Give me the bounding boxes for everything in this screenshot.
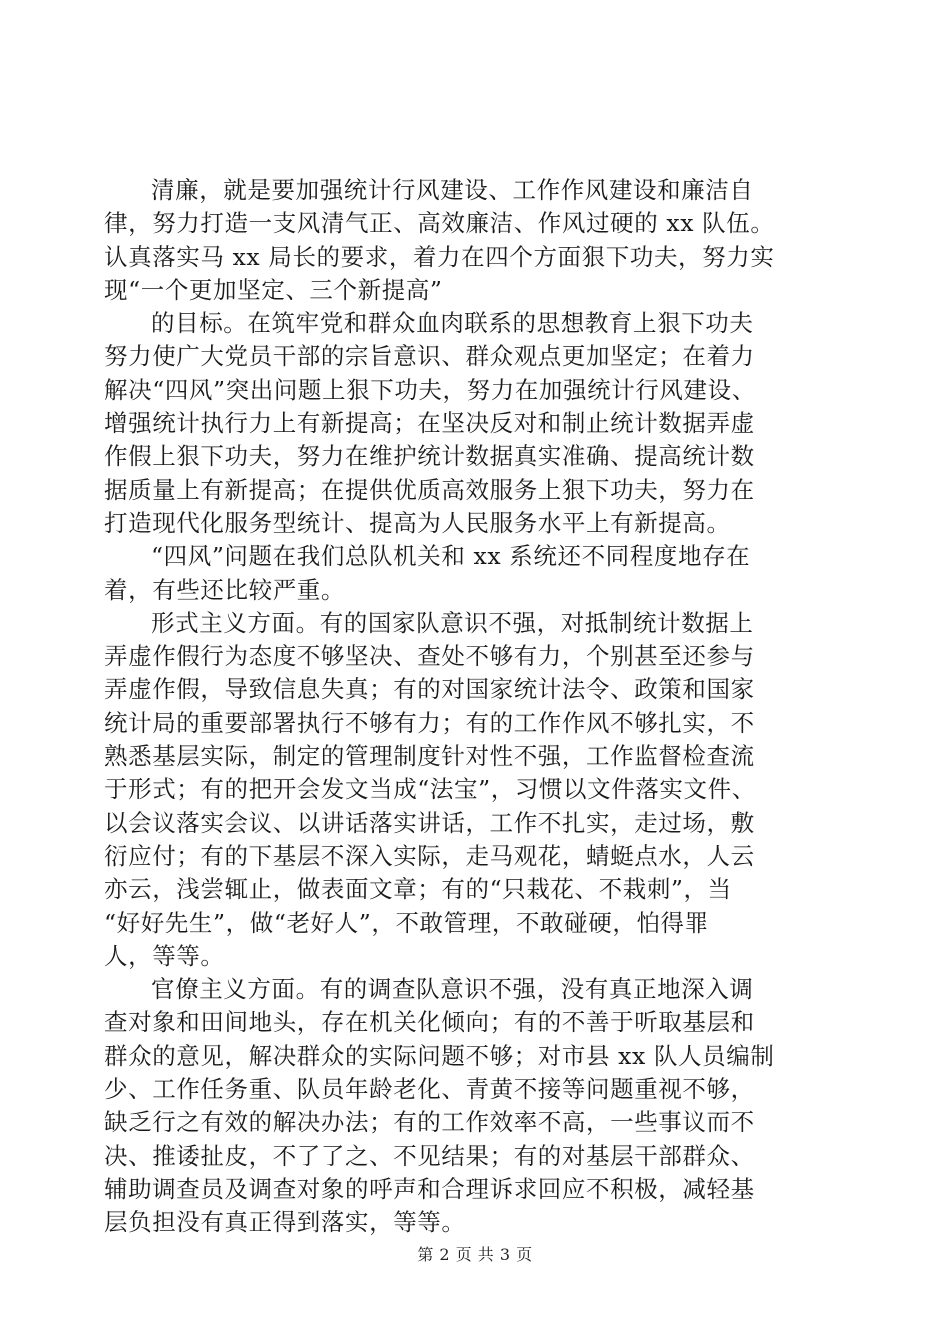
paragraph-line: 努力使广大党员干部的宗旨意识、群众观点更加坚定；在着力	[104, 342, 755, 371]
paragraph-line: 缺乏行之有效的解决办法；有的工作效率不高，一些事议而不	[104, 1108, 755, 1137]
paragraph-line: 少、工作任务重、队员年龄老化、青黄不接等问题重视不够，	[104, 1075, 755, 1104]
page-number-footer: 第 2 页 共 3 页	[417, 1245, 533, 1264]
paragraph-line: 统计局的重要部署执行不够有力；有的工作作风不够扎实，不	[104, 708, 755, 737]
paragraph-line: 清廉，就是要加强统计行风建设、工作作风建设和廉洁自	[151, 176, 754, 204]
paragraph-line: 衍应付；有的下基层不深入实际，走马观花，蜻蜓点水，人云	[104, 841, 755, 870]
paragraph-line: 增强统计执行力上有新提高；在坚决反对和制止统计数据弄虚	[104, 409, 755, 438]
paragraph-line: 解决“四风”突出问题上狠下功夫，努力在加强统计行风建设、	[104, 375, 756, 404]
paragraph-line: 律，努力打造一支风清气正、高效廉洁、作风过硬的 xx 队伍。	[104, 209, 775, 238]
paragraph-line: 决、推诿扯皮，不了了之、不见结果；有的对基层干部群众、	[104, 1141, 755, 1170]
paragraph-line: 据质量上有新提高；在提供优质高效服务上狠下功夫，努力在	[104, 475, 755, 504]
paragraph-line: 以会议落实会议、以讲话落实讲话，工作不扎实，走过场，敷	[104, 808, 755, 837]
paragraph-line: 层负担没有真正得到落实，等等。	[104, 1208, 466, 1237]
paragraph-line: 查对象和田间地头，存在机关化倾向；有的不善于听取基层和	[104, 1008, 755, 1037]
paragraph-line: 群众的意见，解决群众的实际问题不够；对市县 xx 队人员编制	[104, 1041, 775, 1070]
paragraph-line: 作假上狠下功夫，努力在维护统计数据真实准确、提高统计数	[104, 442, 755, 471]
paragraph-line: “四风”问题在我们总队机关和 xx 系统还不同程度地存在	[151, 542, 751, 571]
paragraph-line: 于形式；有的把开会发文当成“法宝”，习惯以文件落实文件、	[104, 775, 756, 804]
paragraph-line: 弄虚作假，导致信息失真；有的对国家统计法令、政策和国家	[104, 675, 755, 704]
paragraph-line: 辅助调查员及调查对象的呼声和合理诉求回应不积极，减轻基	[104, 1174, 755, 1203]
paragraph-line: 认真落实马 xx 局长的要求，着力在四个方面狠下功夫，努力实	[104, 242, 775, 271]
paragraph-line: 弄虚作假行为态度不够坚决、查处不够有力，个别甚至还参与	[104, 642, 755, 671]
paragraph-line: 形式主义方面。有的国家队意识不强，对抵制统计数据上	[151, 608, 754, 637]
paragraph-line: 人，等等。	[104, 941, 225, 970]
paragraph-line: “好好先生”，做“老好人”，不敢管理，不敢碰硬，怕得罪	[104, 908, 709, 937]
paragraph-line: 着，有些还比较严重。	[104, 575, 345, 604]
paragraph-line: 的目标。在筑牢党和群众血肉联系的思想教育上狠下功夫	[151, 309, 754, 338]
paragraph-line: 现“一个更加坚定、三个新提高”	[104, 275, 443, 304]
paragraph-line: 熟悉基层实际，制定的管理制度针对性不强，工作监督检查流	[104, 742, 755, 771]
paragraph-line: 打造现代化服务型统计、提高为人民服务水平上有新提高。	[104, 508, 731, 537]
paragraph-line: 亦云，浅尝辄止，做表面文章；有的“只栽花、不栽刺”，当	[104, 875, 732, 904]
paragraph-line: 官僚主义方面。有的调查队意识不强，没有真正地深入调	[151, 975, 754, 1004]
document-body	[104, 174, 840, 1240]
